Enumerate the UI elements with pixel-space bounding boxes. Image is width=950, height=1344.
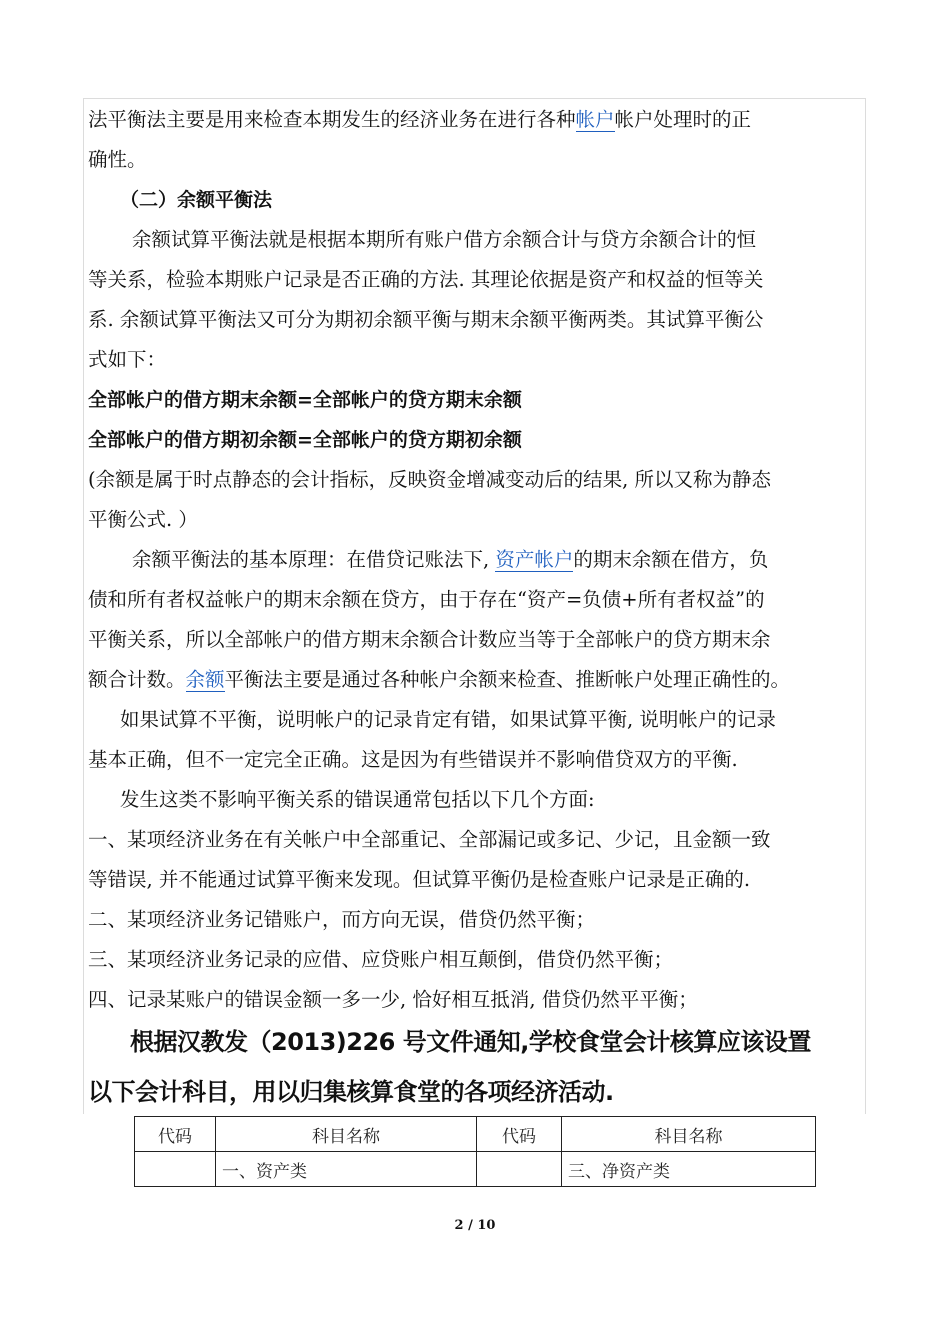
column-header-code: 代码 bbox=[135, 1117, 216, 1152]
formula-closing-balance: 全部帐户的借方期末余额=全部帐户的贷方期末余额 bbox=[88, 389, 522, 411]
paragraph-line bbox=[88, 660, 790, 700]
list-item: 四、记录某账户的错误金额一多一少, 恰好相互抵消, 借贷仍然平平衡； bbox=[88, 988, 698, 1011]
table-cell bbox=[477, 1152, 562, 1187]
balance-link[interactable]: 余额 bbox=[185, 668, 225, 691]
paragraph-line: 如果试算不平衡，说明帐户的记录肯定有错，如果试算平衡, 说明帐户的记录 bbox=[120, 708, 776, 731]
paragraph-line: 债和所有者权益帐户的期末余额在贷方，由于存在“资产=负债+所有者权益”的 bbox=[88, 588, 765, 611]
paragraph-line bbox=[88, 100, 751, 140]
text-segment: 法平衡法主要是用来检查本期发生的经济业务在进行各种 bbox=[88, 108, 576, 131]
table-cell: 一、资产类 bbox=[216, 1152, 477, 1187]
column-header-code: 代码 bbox=[477, 1117, 562, 1152]
list-item: 二、某项经济业务记错账户，而方向无误，借贷仍然平衡； bbox=[88, 908, 596, 931]
paragraph-line: 发生这类不影响平衡关系的错误通常包括以下几个方面: bbox=[120, 788, 595, 811]
text-segment: 额合计数。 bbox=[88, 668, 186, 691]
paragraph-line: 确性。 bbox=[88, 148, 147, 171]
notice-heading-continued: 以下会计科目，用以归集核算食堂的各项经济活动. bbox=[88, 1078, 614, 1106]
account-subjects-table bbox=[134, 1116, 816, 1187]
column-header-subject-name: 科目名称 bbox=[562, 1117, 816, 1152]
column-header-subject-name: 科目名称 bbox=[216, 1117, 477, 1152]
account-link[interactable]: 帐户 bbox=[575, 108, 615, 131]
paragraph-line: 系. 余额试算平衡法又可分为期初余额平衡与期末余额平衡两类。其试算平衡公 bbox=[88, 308, 764, 331]
section-heading: （二）余额平衡法 bbox=[120, 189, 273, 211]
paragraph-line: 平衡公式. ） bbox=[88, 508, 198, 531]
paragraph-line: 基本正确，但不一定完全正确。这是因为有些错误并不影响借贷双方的平衡. bbox=[88, 748, 738, 771]
list-item: 三、某项经济业务记录的应借、应贷账户相互颠倒，借贷仍然平衡； bbox=[88, 948, 674, 971]
text-segment: 帐户处理时的正 bbox=[614, 108, 752, 131]
table-cell: 三、净资产类 bbox=[562, 1152, 816, 1187]
paragraph-line: 平衡关系，所以全部帐户的借方期末余额合计数应当等于全部帐户的贷方期末余 bbox=[88, 628, 771, 651]
text-segment: 余额平衡法的基本原理：在借贷记账法下, bbox=[132, 548, 496, 571]
paragraph-line: (余额是属于时点静态的会计指标，反映资金增减变动后的结果, 所以又称为静态 bbox=[88, 468, 772, 491]
list-item-continued: 等错误, 并不能通过试算平衡来发现。但试算平衡仍是检查账户记录是正确的. bbox=[88, 868, 751, 891]
paragraph-line: 余额试算平衡法就是根据本期所有账户借方余额合计与贷方余额合计的恒 bbox=[132, 228, 757, 251]
notice-heading: 根据汉教发（2013)226 号文件通知,学校食堂会计核算应该设置 bbox=[130, 1028, 811, 1056]
paragraph-line: 式如下： bbox=[88, 348, 167, 371]
table-cell bbox=[135, 1152, 216, 1187]
paragraph-line: 等关系，检验本期账户记录是否正确的方法. 其理论依据是资产和权益的恒等关 bbox=[88, 268, 764, 291]
paragraph-line bbox=[132, 540, 768, 580]
text-segment: 的期末余额在借方，负 bbox=[573, 548, 769, 571]
text-segment: 平衡法主要是通过各种帐户余额来检查、推断帐户处理正确性的。 bbox=[224, 668, 791, 691]
table-row bbox=[135, 1152, 816, 1187]
page-number: 2 / 10 bbox=[454, 1218, 496, 1233]
formula-opening-balance: 全部帐户的借方期初余额=全部帐户的贷方期初余额 bbox=[88, 429, 522, 451]
list-item: 一、某项经济业务在有关帐户中全部重记、全部漏记或多记、少记，且金额一致 bbox=[88, 828, 771, 851]
asset-account-link[interactable]: 资产帐户 bbox=[495, 548, 574, 571]
table-header-row bbox=[135, 1117, 816, 1152]
